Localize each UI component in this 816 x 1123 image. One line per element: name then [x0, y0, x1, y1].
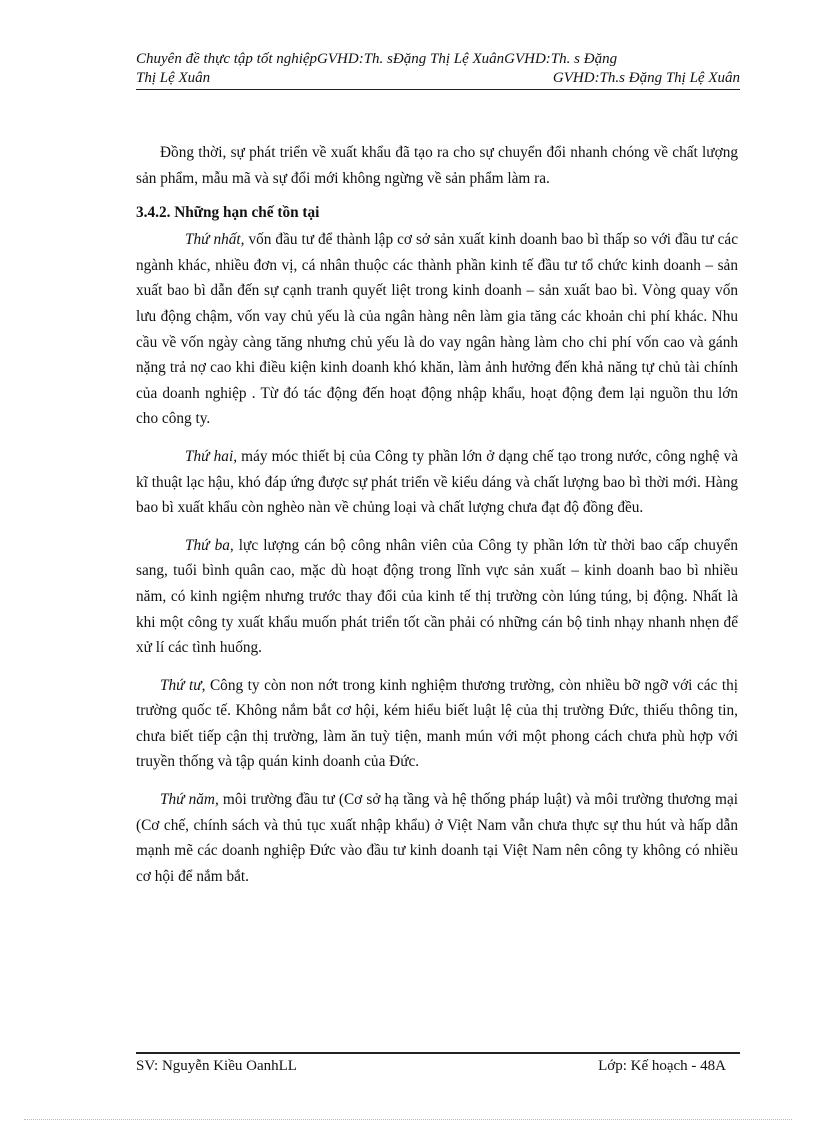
paragraph-lead: Thứ ba,	[185, 536, 234, 554]
footer-class: Lớp: Kế hoạch - 48A	[598, 1058, 726, 1074]
paragraph-third-limitation	[136, 533, 738, 661]
header-divider	[136, 89, 740, 90]
paragraph-text: Công ty còn non nớt trong kinh nghiệm thương trường, còn nhiều bỡ ngỡ với các thị trường quốc tế. Không nắm bắt cơ hội, kém hiểu biết luật lệ của thị trường Đức, thiếu thông tin, chưa biết tiếp cận thị trường, làm ăn tuỳ tiện, manh mún với một phong cách chưa phù hợp với truyền thống và tập quán kinh doanh của Đức.	[136, 676, 738, 771]
header-line-1: Chuyên đề thực tập tốt nghiệpGVHD:Th. sĐặng Thị Lệ XuânGVHD:Th. s Đặng	[136, 51, 618, 67]
page-bottom-edge	[24, 1119, 792, 1120]
paragraph-fifth-limitation	[136, 787, 738, 889]
document-body	[136, 140, 738, 901]
paragraph-lead: Thứ tư,	[160, 676, 206, 694]
footer-divider	[136, 1052, 740, 1054]
paragraph-second-limitation	[136, 444, 738, 521]
paragraph-text: môi trường đầu tư (Cơ sở hạ tầng và hệ thống pháp luật) và môi trường thương mại (Cơ chế, chính sách và thủ tục xuất nhập khẩu) ở Việt Nam vẫn chưa thực sự thu hút và hấp dẫn mạnh mẽ các doanh nghiệp Đức vào đầu tư kinh doanh tại Việt Nam nên công ty không có nhiều cơ hội để nắm bắt.	[136, 791, 738, 885]
paragraph-lead: Thứ hai,	[185, 447, 238, 465]
paragraph-fourth-limitation	[136, 673, 738, 775]
page-footer	[136, 1058, 726, 1075]
header-line-2	[136, 69, 740, 88]
paragraph-text: máy móc thiết bị của Công ty phần lớn ở dạng chế tạo trong nước, công nghệ và kĩ thuật lạc hậu, khó đáp ứng được sự phát triển về kiểu dáng và chất lượng bao bì thời mới. Hàng bao bì xuất khẩu còn nghèo nàn về chủng loại và chất lượng chưa đạt độ đồng đều.	[136, 447, 739, 517]
section-heading: 3.4.2. Những hạn chế tồn tại	[136, 204, 320, 222]
paragraph-lead: Thứ năm,	[160, 791, 219, 809]
page-header	[136, 50, 740, 88]
paragraph-text: vốn đầu tư để thành lập cơ sở sản xuất kinh doanh bao bì thấp so với đầu tư các ngành khác, nhiều đơn vị, cá nhân thuộc các thành phần kinh tế đầu tư tổ chức kinh doanh – sản xuất bao bì dẫn đến sự cạnh tranh quyết liệt trong kinh doanh – sản xuất bao bì. Vòng quay vốn lưu động chậm, vốn vay chủ yếu là của ngân hàng nên làm gia tăng các khoản chi phí khác. Nhu cầu về vốn ngày càng tăng nhưng chủ yếu là do vay ngân hàng làm cho chi phí vốn cao và gánh nặng trả nợ cao khi điều kiện kinh doanh khó khăn, làm ảnh hưởng đến khả năng tự chủ tài chính của doanh nghiệp . Từ đó tác động đến hoạt động nhập khẩu, hoạt động đem lại nguồn thu lớn cho công ty.	[136, 231, 738, 428]
header-line-2-left: Thị Lệ Xuân	[136, 70, 211, 86]
footer-student: SV: Nguyễn Kiều OanhLL	[136, 1058, 297, 1074]
paragraph-first-limitation	[136, 227, 738, 432]
paragraph-text: lực lượng cán bộ công nhân viên của Công ty phần lớn từ thời bao cấp chuyển sang, tuổi bình quân cao, mặc dù hoạt động trong lĩnh vực sản xuất – kinh doanh bao bì nhiều năm, có kinh ngiệm nhưng trước thay đổi của kinh tế thị trường còn lúng túng, bị động. Nhất là khi một công ty xuất khẩu muốn phát triển tốt cần phải có những cán bộ tinh nhạy nhanh nhẹn để xử lí các tình huống.	[136, 536, 738, 657]
paragraph-lead: Thứ nhất,	[185, 231, 245, 249]
intro-paragraph: Đồng thời, sự phát triển về xuất khẩu đã tạo ra cho sự chuyển đổi nhanh chóng về chất lượng sản phẩm, mẫu mã và sự đổi mới không ngừng về sản phẩm làm ra.	[136, 144, 738, 187]
header-line-2-right: GVHD:Th.s Đặng Thị Lệ Xuân	[552, 70, 740, 86]
